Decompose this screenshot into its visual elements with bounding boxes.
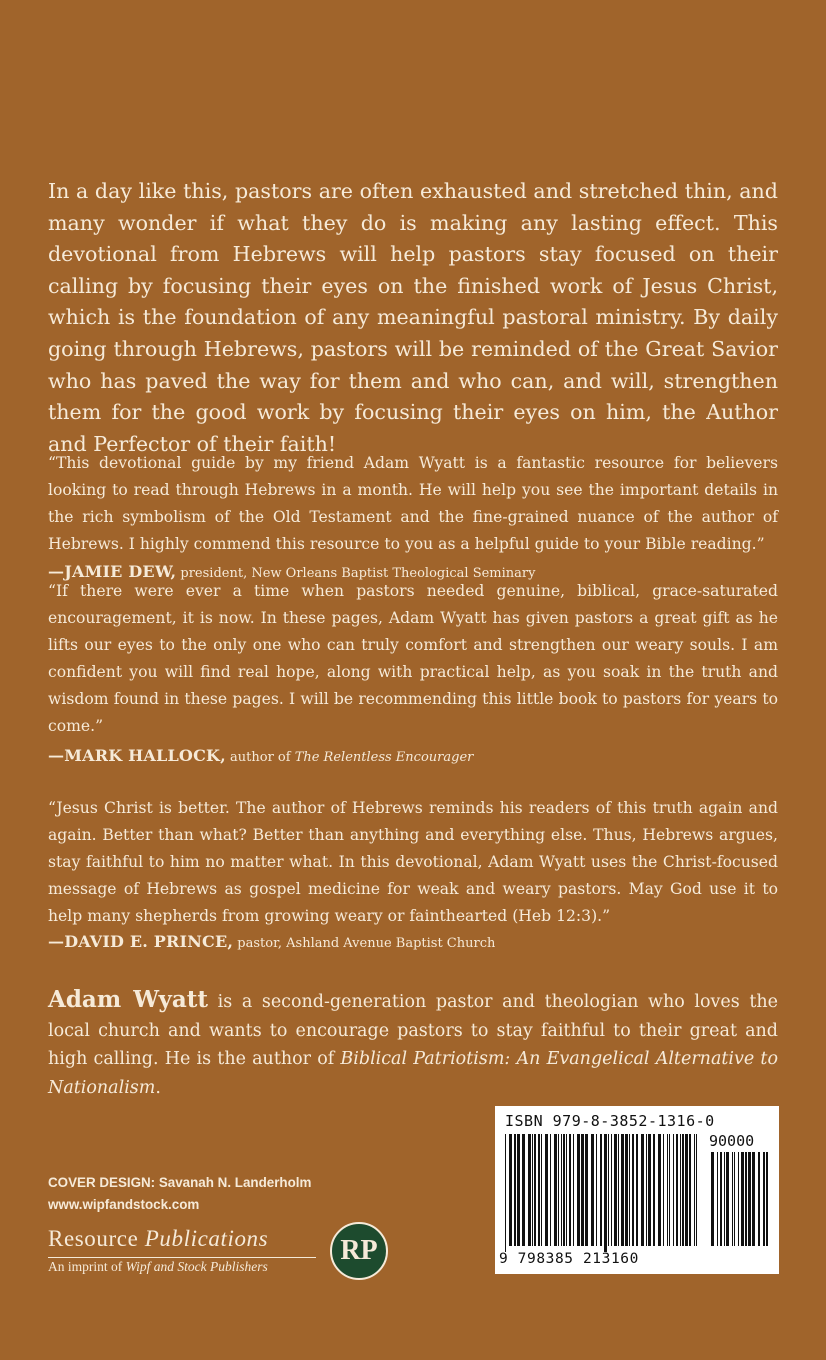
endorser-book-title: The Relentless Encourager [294,750,474,765]
barcode-bar [648,1134,651,1246]
endorsement-quote-3: “Jesus Christ is better. The author of Hebrews reminds his readers of this truth again and again. Better than what? Better than anything and everything else. Thus, Hebrews argues, stay faithful to him no matter what. In this devotional, Adam Wyatt uses the Christ-focused message of Hebrews as gospel medicine for weak and weary pastors. May God use it to help many shepherds from growing weary or fainthearted (Heb 12:3).” [48,799,778,925]
barcode-bar [581,1134,584,1246]
barcode-bar [632,1134,634,1246]
barcode-bar [604,1134,607,1252]
barcode-bar [720,1152,722,1246]
author-book-title: Biblical Patriotism: An Evangelical Alternative to Nationalism [48,1049,779,1098]
barcode-bar [682,1134,684,1246]
barcode-bar [566,1134,567,1246]
barcode-bar [545,1134,548,1246]
endorsement-attribution-2 [48,746,778,768]
barcode-bar [554,1134,557,1246]
barcode-bar [734,1152,735,1246]
barcode-bar [669,1134,670,1246]
endorser-role: president, New Orleans Baptist Theological Seminary [176,566,536,581]
publisher-website: www.wipfandstock.com [48,1197,200,1212]
cover-design-credit: COVER DESIGN: Savanah N. Landerholm [48,1175,312,1190]
imprint-name: Wipf and Stock Publishers [125,1259,268,1274]
barcode-bar [569,1134,571,1246]
barcode-bar [732,1152,733,1246]
barcode-bar [752,1152,755,1246]
barcode-bar [726,1152,729,1246]
barcode-bar [625,1134,628,1246]
endorser-name: JAMIE DEW, [64,562,177,581]
barcode-bar [532,1134,533,1246]
barcode-bar [514,1134,516,1246]
barcode-bar [646,1134,647,1246]
barcode-bar [711,1152,714,1246]
endorsement-quote-1: “This devotional guide by my friend Adam Wyatt is a fantastic resource for believers looking to read through Hebrews in a month. He will help you see the important details in the rich symbolism of the Old Testament and the fine-grained nuance of the author of Hebrews. I highly commend this resource to you as a helpful guide to your Bible reading.” [48,454,778,553]
barcode-bar [522,1134,525,1246]
barcode-bar [618,1134,619,1246]
barcode-bar [667,1134,668,1246]
publisher-name-part2: Publications [144,1226,269,1251]
endorsement-attribution-3 [48,932,778,954]
barcode-bar [658,1134,661,1246]
barcode-bar [745,1152,747,1246]
barcode-bar [680,1134,681,1246]
barcode-bar [563,1134,565,1246]
barcode-bar [763,1152,765,1246]
barcode-bar [558,1134,559,1246]
barcode-bar [641,1134,644,1246]
barcode-bar [517,1134,520,1246]
attribution-dash: — [48,746,65,765]
barcode-bar [621,1134,624,1246]
barcode-bar [663,1134,664,1246]
barcode-bar [614,1134,617,1246]
barcode-bar [561,1134,562,1246]
author-bio [48,986,778,1102]
barcode-bar [550,1134,551,1246]
barcode-bar [689,1134,691,1246]
barcode-bar [748,1152,751,1246]
barcode-bar [636,1134,638,1246]
endorser-role: pastor, Ashland Avenue Baptist Church [233,936,496,951]
barcode-digits: 9 798385 213160 [499,1251,639,1267]
barcode-bar [611,1134,612,1246]
publisher-divider [48,1257,316,1258]
barcode-bar [577,1134,580,1246]
endorsement-quote-2: “If there were ever a time when pastors needed genuine, biblical, grace-saturated encouragement, it is now. In these pages, Adam Wyatt has given pastors a great gift as he lifts our eyes to the only one who can truly comfort and strengthen our weary souls. I am confident you will find real hope, along with practical help, as you soak in the truth and wisdom found in these pages. I will be recommending this little book to pastors for years to come.” [48,582,778,735]
attribution-dash: — [48,562,65,581]
author-bio-end: . [155,1077,161,1098]
isbn-barcode [495,1106,779,1274]
barcode-bar [505,1134,506,1252]
barcode-bar [591,1134,594,1246]
barcode-bar [600,1134,602,1246]
barcode-bar [741,1152,744,1246]
barcode-bar [673,1134,674,1246]
publisher-name [48,1226,268,1252]
barcode-bar [694,1134,695,1246]
author-name: Adam Wyatt [48,986,209,1013]
barcode-bar [509,1134,512,1246]
barcode-bar [724,1152,725,1246]
imprint-prefix: An imprint of [48,1259,126,1274]
price-addon-label: 90000 [709,1132,755,1150]
barcode-bar [528,1134,531,1246]
isbn-label: ISBN 979-8-3852-1316-0 [505,1112,715,1130]
author-bio-text: is a second-generation pastor and theologian who loves the local church and wants to encourage pastors to stay faithful to their great and high calling. He is the author of [48,992,778,1069]
barcode-bar [766,1152,768,1246]
publisher-logo-text: RP [340,1235,378,1266]
barcode-bar [717,1152,718,1246]
barcode-bar [596,1134,597,1246]
publisher-name-part1: Resource [48,1226,145,1251]
endorser-name: MARK HALLOCK, [64,746,226,765]
barcode-bar [541,1134,542,1246]
publisher-logo [330,1222,388,1280]
barcode-bar [676,1134,678,1246]
barcode-bar [538,1134,540,1246]
barcode-bar [653,1134,655,1246]
endorser-role: author of [225,750,295,765]
barcode-bar [685,1134,688,1246]
barcode-bar [696,1134,697,1246]
barcode-bar [758,1152,760,1246]
barcode-bar [629,1134,630,1246]
endorser-name: DAVID E. PRINCE, [64,932,234,951]
barcode-bar [608,1134,609,1246]
barcode-bar [738,1152,739,1246]
addon-barcode-bars [711,1152,769,1252]
barcode-bar [585,1134,588,1246]
attribution-dash: — [48,932,65,951]
publisher-imprint [48,1259,268,1275]
barcode-bar [573,1134,574,1246]
back-cover-blurb: In a day like this, pastors are often exhausted and stretched thin, and many wonder if what they do is making any lasting effect. This devotional from Hebrews will help pastors stay focused on their calling by focusing their eyes on the finished work of Jesus Christ, which is the foundation of any meaningful pastoral ministry. By daily going through Hebrews, pastors will be reminded of the Great Savior who has paved the way for them and who can, and will, strengthen them for the good work by focusing their eyes on him, the Author and Perfector of their faith! [48,179,778,456]
barcode-bars [505,1134,701,1252]
barcode-bar [534,1134,536,1246]
